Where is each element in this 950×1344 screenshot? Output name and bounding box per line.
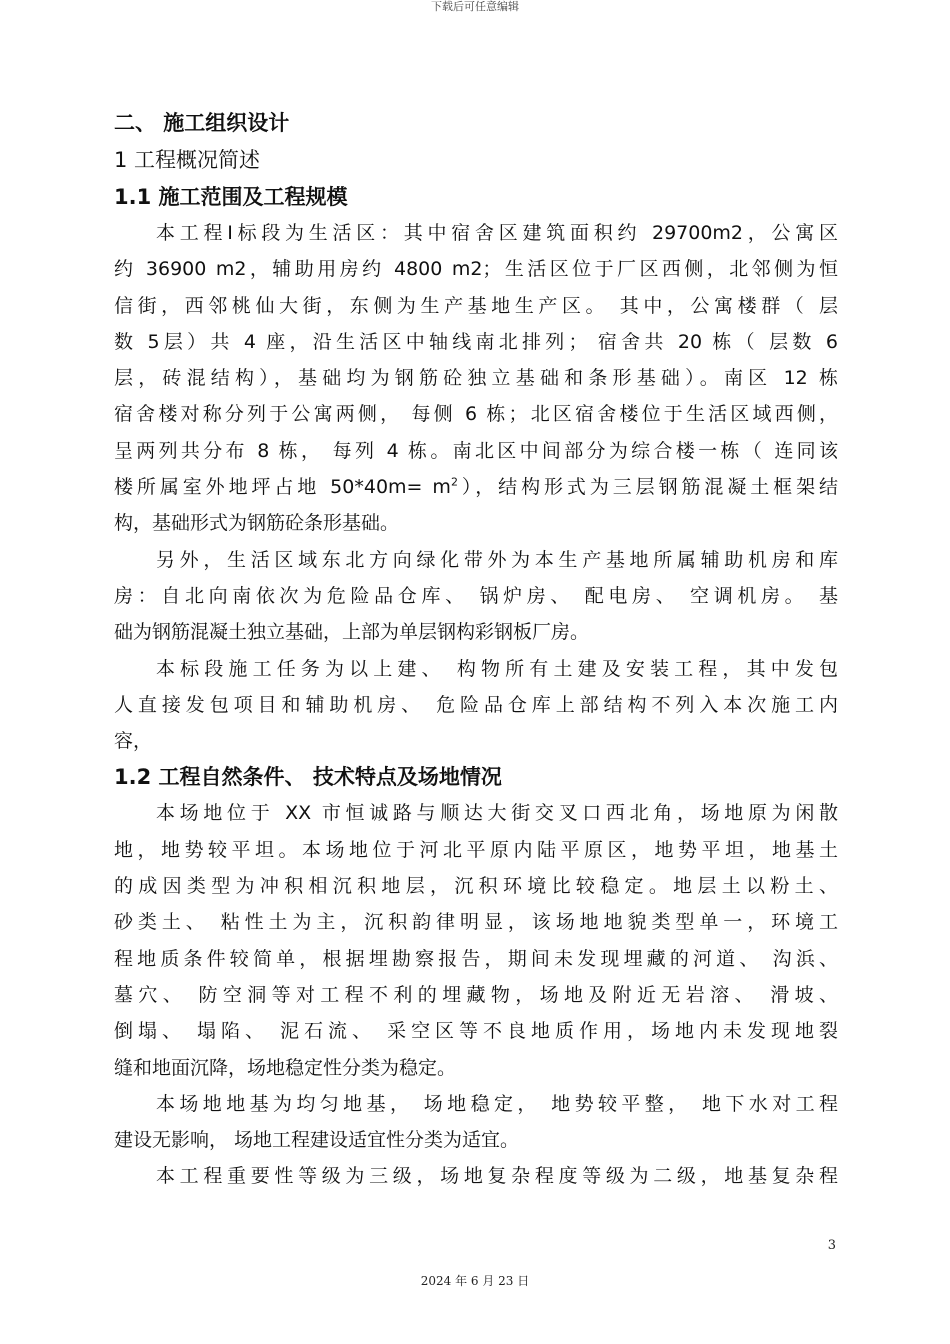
footer-date: 2024 年 6 月 23 日 (420, 1274, 530, 1288)
paragraph-tasks (114, 651, 838, 760)
text-line: 本工程重要性等级为三级，场地复杂程度等级为二级，地基复杂程 (156, 1165, 838, 1188)
text-line: 本场地地基为均匀地基， 场地稳定， 地势较平整， 地下水对工程 (156, 1092, 838, 1115)
text-line: 砂类土、 粘性土为主，沉积韵律明显，该场地地貌类型单一，环境工 (114, 911, 838, 934)
text-line: 墓穴、 防空洞等对工程不利的埋藏物，场地及附近无岩溶、 滑坡、 (114, 983, 838, 1006)
text-line: 程地质条件较简单，根据埋勘察报告，期间未发现埋藏的河道、 沟浜、 (114, 947, 838, 970)
text-line: 缝和地面沉降，场地稳定性分类为稳定。 (114, 1056, 457, 1079)
text-line: 宿舍楼对称分列于公寓两侧， 每侧 6 栋；北区宿舍楼位于生活区域西侧， (114, 403, 838, 426)
text-line: 另外，生活区域东北方向绿化带外为本生产基地所属辅助机房和库 (156, 548, 838, 571)
superscript: 2 (450, 475, 458, 489)
paragraph-auxiliary (114, 542, 838, 651)
text-line: 的成因类型为冲积相沉积地层，沉积环境比较稳定。地层土以粉土、 (114, 875, 838, 898)
section-heading: 二、 施工组织设计 (114, 111, 290, 135)
text-line: 本工程Ⅰ标段为生活区：其中宿舍区建筑面积约 29700m2，公寓区 (156, 222, 838, 244)
text-line: 约 36900 m2，辅助用房约 4800 m2；生活区位于厂区西侧，北邻侧为恒 (114, 258, 838, 281)
paragraph-grade (114, 1158, 838, 1194)
text-line: 人直接发包项目和辅助机房、 危险品仓库上部结构不列入本次施工内 (114, 693, 838, 716)
text-line: 本标段施工任务为以上建、 构物所有土建及安装工程，其中发包 (156, 657, 838, 680)
subsection-heading-1-2: 1.2 工程自然条件、 技术特点及场地情况 (114, 765, 502, 790)
header-note: 下载后可任意编辑 (431, 0, 519, 13)
paragraph-site (114, 795, 838, 1085)
text-segment: 楼所属室外地坪占地 50*40m= m (114, 476, 451, 499)
document-body (114, 104, 838, 1195)
paragraph-scope (114, 215, 838, 542)
text-line: 建设无影响， 场地工程建设适宜性分类为适宜。 (114, 1129, 520, 1152)
chapter-heading: 1 工程概况简述 (114, 148, 261, 172)
paragraph-foundation (114, 1086, 838, 1159)
text-line: 房：自北向南依次为危险品仓库、 锅炉房、 配电房、 空调机房。 基 (114, 584, 838, 607)
text-line: 础为钢筋混凝土独立基础，上部为单层钢构彩钢板厂房。 (114, 621, 590, 644)
text-line: 地，地势较平坦。本场地位于河北平原内陆平原区，地势平坦，地基土 (114, 838, 838, 861)
text-line: 构，基础形式为钢筋砼条形基础。 (114, 512, 400, 535)
text-line-area (114, 469, 838, 505)
text-line: 呈两列共分布 8 栋， 每列 4 栋。南北区中间部分为综合楼一栋（ 连同该 (114, 439, 838, 462)
text-line: 信街，西邻桃仙大街，东侧为生产基地生产区。 其中，公寓楼群（ 层 (114, 294, 838, 317)
page-number: 3 (827, 1238, 836, 1253)
subsection-heading-1-1: 1.1 施工范围及工程规模 (114, 185, 348, 209)
text-line: 数 5层）共 4 座，沿生活区中轴线南北排列； 宿舍共 20 栋（ 层数 6 (114, 330, 838, 353)
text-line: 本场地位于 XX 市恒诚路与顺达大街交叉口西北角，场地原为闲散 (156, 802, 838, 825)
text-line: 倒塌、 塌陷、 泥石流、 采空区等不良地质作用，场地内未发现地裂 (114, 1020, 838, 1043)
text-segment: ），结构形式为三层钢筋混凝土框架结 (457, 476, 838, 499)
text-line: 层，砖混结构），基础均为钢筋砼独立基础和条形基础）。南区 12 栋 (114, 367, 838, 390)
text-line: 容， (114, 730, 153, 753)
